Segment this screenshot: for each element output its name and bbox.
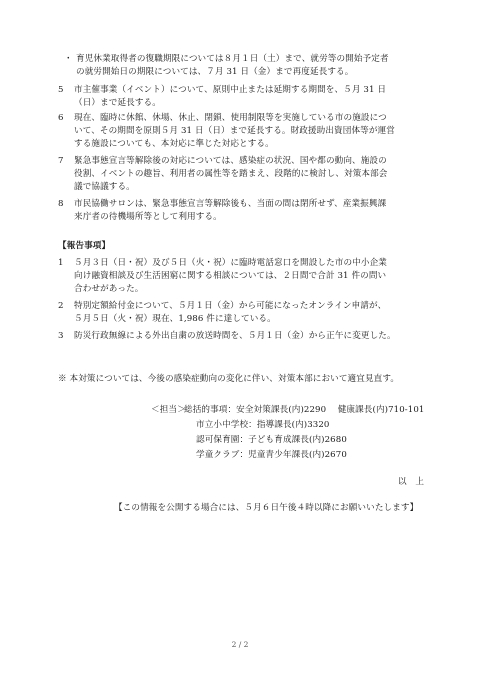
item-number: 8 <box>58 199 64 209</box>
item-6-line-2: いて、その期間を原則５月 31 日（日）まで延長する。財政援助出資団体等が運営 <box>74 126 395 136</box>
item-6-line-1: 現在、臨時に休館、休場、休止、閉鎖、使用制限等を実施している市の施設につ <box>74 113 387 123</box>
report-2-line-1: 特別定額給付金について、５月１日（金）から可能になったオンライン申請が、 <box>74 301 387 311</box>
contact-line-4: 学童クラブ：児童青少年課長(内)2670 <box>196 450 347 460</box>
item-8-line-1: 市民協働サロンは、緊急事態宣言等解除後も、当面の間は閉所せず、産業振興課 <box>74 199 387 209</box>
report-1-line-1: ５月３日（日・祝）及び５日（火・祝）に臨時電話窓口を開設した市の中小企業 <box>74 258 387 268</box>
contact-label: ＜担当＞ <box>151 405 186 415</box>
release-notice: 【この情報を公開する場合には、５月６日午後４時以降にお願いいたします】 <box>114 503 419 513</box>
contact-line-3: 認可保育園：子ども育成課長(内)2680 <box>196 435 347 445</box>
report-number: 1 <box>58 258 64 268</box>
policy-note: ※ 本対策については、今後の感染症動向の変化に伴い、対策本部において適宜見直す。 <box>58 374 400 384</box>
report-1-line-2: 向け融資相談及び生活困窮に関する相談については、２日間で合計 31 件の問い <box>74 271 387 281</box>
item-5-line-2: （日）まで延長する。 <box>74 98 161 108</box>
continued-line-2: の就労開始日の期限については、７月 31 日（金）まで再度延長する。 <box>76 67 354 77</box>
item-5-line-1: 市主催事業（イベント）について、原則中止または延期する期間を、５月 31 日 <box>74 85 387 95</box>
closing-mark: 以 上 <box>398 477 425 487</box>
item-number: 6 <box>58 113 64 123</box>
item-7-line-1: 緊急事態宣言等解除後の対応については、感染症の状況、国や都の動向、施設の <box>74 156 387 166</box>
report-1-line-3: 合わせがあった。 <box>74 284 144 294</box>
report-3-line-1: 防災行政無線による外出自粛の放送時間を、５月１日（金）から正午に変更した。 <box>74 331 396 341</box>
item-7-line-2: 役割、イベントの趣旨、利用者の属性等を踏まえ、段階的に検討し、対策本部会 <box>74 169 388 179</box>
bullet-mark: ・ <box>64 54 73 64</box>
contact-line-2: 市立小中学校：指導課長(内)3320 <box>196 420 330 430</box>
report-number: 2 <box>58 301 64 311</box>
item-6-line-3: する施設についても、本対応に準じた対応とする。 <box>74 139 274 149</box>
contact-line-1: 総括的事項：安全対策課長(内)2290 健康課長(内)710-101 <box>184 405 425 415</box>
report-number: 3 <box>58 331 64 341</box>
report-2-line-2: ５月５日（火・祝）現在、1,986 件に達している。 <box>74 314 276 324</box>
page-number: 2 / 2 <box>231 640 249 649</box>
item-7-line-3: 議で協議する。 <box>74 182 135 192</box>
report-heading: 【報告事項】 <box>58 241 111 251</box>
item-number: 5 <box>58 85 64 95</box>
continued-line-1: 育児休業取得者の復職期限については８月１日（土）まで、就労等の開始予定者 <box>76 54 389 64</box>
item-number: 7 <box>58 156 64 166</box>
item-8-line-2: 来庁者の待機場所等として利用する。 <box>74 212 222 222</box>
